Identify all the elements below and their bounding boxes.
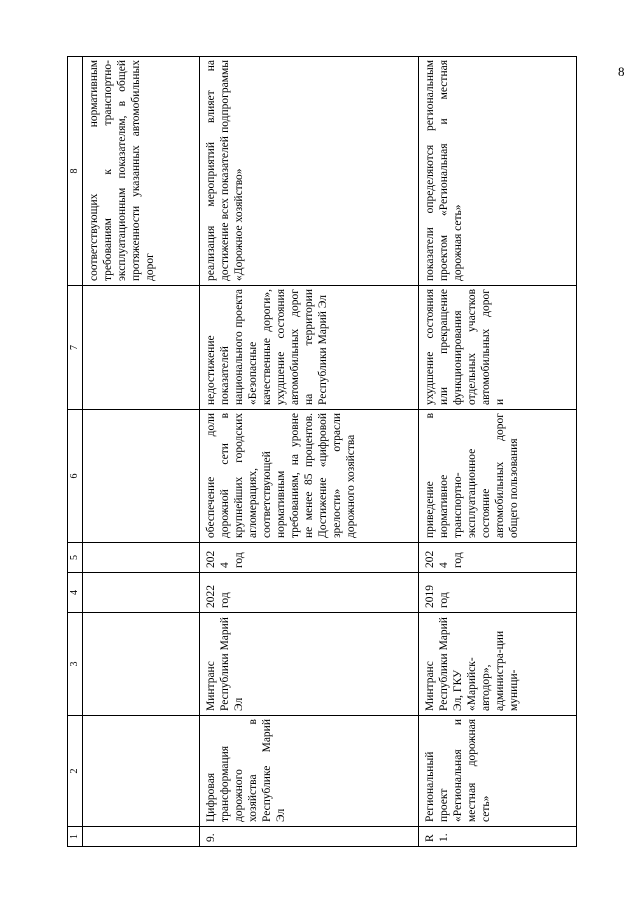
header-cell-6: 6 xyxy=(68,410,83,543)
header-cell-3: 3 xyxy=(68,613,83,716)
row-number xyxy=(83,827,200,847)
indicator-link: реализация мероприятий влияет на достижение всех показателей подпрограммы «Дорожное хозяйство» xyxy=(199,57,418,286)
start-year: 2022 год xyxy=(199,573,418,613)
expected-result xyxy=(83,410,200,543)
table-row xyxy=(199,57,418,847)
header-cell-5: 5 xyxy=(68,543,83,573)
measure-name: Цифровая трансформация дорожного хозяйства в Республике Марий Эл xyxy=(199,716,418,827)
start-year xyxy=(83,573,200,613)
header-cell-8: 8 xyxy=(68,57,83,286)
program-table xyxy=(67,56,577,847)
header-cell-1: 1 xyxy=(68,827,83,847)
row-number: R1. xyxy=(418,827,576,847)
indicator-link: соответствующих нормативным требованиям к транспортно-эксплуатационным показателям, в общей протяженности указанных автомобильных дорог xyxy=(83,57,200,286)
measure-name: Региональный проект «Региональная и местная дорожная сеть» xyxy=(418,716,576,827)
table-row xyxy=(83,57,200,847)
end-year xyxy=(83,543,200,573)
header-row xyxy=(68,57,83,847)
end-year: 2024 год xyxy=(199,543,418,573)
row-number: 9. xyxy=(199,827,418,847)
table-row xyxy=(418,57,576,847)
executor: Минтранс Республики Марий Эл, ГКУ «Марийск-автодор», администра-ции муници- xyxy=(418,613,576,716)
consequences: недостижение показателей национального проекта «Безопасные качественные дороги», ухудшение состояния автомобильных дорог на территории Республики Марий Эл xyxy=(199,286,418,410)
indicator-link: показатели определяются региональным проектом «Региональная и местная дорожная сеть» xyxy=(418,57,576,286)
page-number: 8 xyxy=(618,64,625,79)
measure-name xyxy=(83,716,200,827)
consequences: ухудшение состояния или прекращение функционирования отдельных участков автомобильных дорог и xyxy=(418,286,576,410)
executor: Минтранс Республики Марий Эл xyxy=(199,613,418,716)
expected-result: обеспечение доли дорожной сети в крупнейших городских агломерациях, соответствующей нормативным требованиям, на уровне не менее 85 процентов. Достижение «цифровой зрелости» отрасли дорожного хозяйства xyxy=(199,410,418,543)
table-frame xyxy=(67,57,577,847)
header-cell-2: 2 xyxy=(68,716,83,827)
expected-result: приведение в нормативное транспортно-эксплуатационное состояние автомобильных дорог общего пользования xyxy=(418,410,576,543)
executor xyxy=(83,613,200,716)
header-cell-7: 7 xyxy=(68,286,83,410)
start-year: 2019 год xyxy=(418,573,576,613)
header-cell-4: 4 xyxy=(68,573,83,613)
consequences xyxy=(83,286,200,410)
end-year: 2024 год xyxy=(418,543,576,573)
